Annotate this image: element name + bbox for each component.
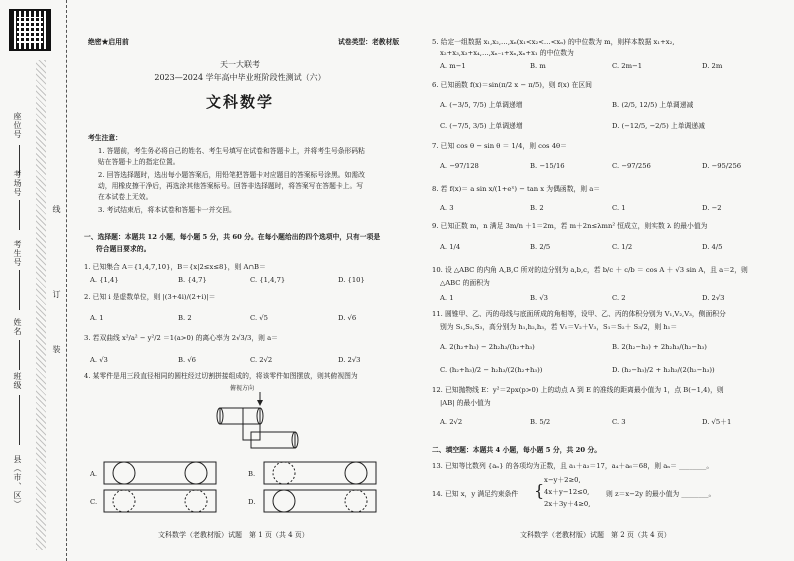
- q12-option-a: A. 2√2: [440, 418, 463, 426]
- q12-option-b: B. 5/2: [530, 418, 551, 426]
- question-10-cont: △ABC 的面积为: [440, 279, 490, 287]
- q6-option-b: B. (2/5, 12/5) 上单调递减: [612, 101, 694, 109]
- footer-page2: 文科数学（老教材版）试题 第 2 页（共 4 页）: [520, 531, 671, 539]
- note-line: 3. 考试结束后，将本试卷和答题卡一并交回。: [98, 206, 236, 214]
- note-line: 贴在答题卡上的指定位置。: [98, 158, 180, 166]
- question-1: 1. 已知集合 A＝{1,4,7,10}，B＝{x|2≤x≤8}，则 A∩B＝: [84, 263, 266, 271]
- question-6: 6. 已知函数 f(x)＝sin(π/2 x − π/5)，则 f(x) 在区间: [432, 81, 592, 89]
- q6-option-c: C. (−7/5, 3/5) 上单调递增: [440, 122, 523, 130]
- q5-option-d: D. 2m: [702, 62, 723, 70]
- q4-figure-c: [102, 488, 222, 516]
- footer-page1: 文科数学（老教材版）试题 第 1 页（共 4 页）: [158, 531, 309, 539]
- qr-code-icon: [9, 9, 51, 51]
- q7-option-b: B. −15/16: [530, 162, 565, 170]
- q4-option-c: C.: [90, 498, 98, 506]
- section1-title: 一、选择题：本题共 12 小题，每小题 5 分，共 60 分。在每小题给出的四个选项中，只有一项是: [84, 233, 381, 241]
- q5-option-a: A. m−1: [440, 62, 466, 70]
- note-line: 动，用橡皮擦干净后，再选涂其他答案标号。回答非选择题时，将答案写在答题卡上。写: [98, 182, 364, 190]
- question-10: 10. 设 △ABC 的内角 A,B,C 所对的边分别为 a,b,c，若 b/c ＋ c/b ＝ cos A ＋ √3 sin A，且 a＝2，则: [432, 266, 748, 274]
- notes-title: 考生注意：: [88, 134, 122, 142]
- brace: {: [534, 481, 545, 500]
- q10-option-b: B. √3: [530, 294, 548, 302]
- part-figure: [215, 392, 305, 462]
- constraint-3: 2x＋3y＋4≥0,: [544, 500, 591, 508]
- question-9: 9. 已知正数 m，n 满足 3m/n ＋1＝2m，若 m＋2n≤λmn² 恒成立，则实数 λ 的最小值为: [432, 222, 708, 230]
- q6-option-d: D. (−12/5, −2/5) 上单调递减: [612, 122, 705, 130]
- q9-option-a: A. 1/4: [440, 243, 461, 251]
- seal-install: 装: [52, 345, 61, 353]
- right-column: [422, 0, 782, 561]
- q4-figure-a: [102, 460, 222, 488]
- q9-option-b: B. 2/5: [530, 243, 551, 251]
- q1-option-c: C. {1,4,7}: [250, 276, 286, 284]
- question-12-cont: |AB| 的最小值为: [440, 399, 491, 407]
- q11-option-a: A. 2(h₂+h₃) − 2h₂h₃/(h₂+h₃): [440, 343, 535, 351]
- binding-strip: [0, 0, 67, 561]
- seal-line: 线: [52, 205, 61, 213]
- q11-option-b: B. 2(h₂−h₃) + 2h₂h₃/(h₂−h₃): [612, 343, 707, 351]
- q7-option-d: D. −95/256: [702, 162, 742, 170]
- paper-type: 试卷类型：老教材版: [338, 38, 400, 46]
- name-label: 姓名: [13, 318, 22, 336]
- q8-option-b: B. 2: [530, 204, 544, 212]
- secret-mark: 绝密★启用前: [88, 38, 129, 46]
- org-name: 天一大联考: [220, 60, 260, 69]
- q4-figure-d: [262, 488, 382, 516]
- question-2: 2. 已知 i 是虚数单位，则 |(3+4i)/(2+i)|＝: [84, 293, 216, 301]
- exam-room-label: 考场号: [13, 170, 22, 197]
- q2-option-d: D. √6: [338, 314, 357, 322]
- question-3: 3. 若双曲线 x²/a² − y²/2 ＝1(a>0) 的离心率为 2√3/3，则 a＝: [84, 334, 278, 342]
- q2-option-b: B. 2: [178, 314, 192, 322]
- q10-option-c: C. 2: [612, 294, 626, 302]
- question-11-cont: 别为 S₁,S₂,S₃，高分别为 h₁,h₂,h₃，若 V₁＝V₂＋V₃，S₁＝S₂＋ S₃/2，则 h₁＝: [440, 323, 678, 331]
- q9-option-d: D. 4/5: [702, 243, 723, 251]
- q4-option-b: B.: [248, 470, 256, 478]
- q5-option-b: B. m: [530, 62, 546, 70]
- q8-option-c: C. 1: [612, 204, 626, 212]
- section1-title-cont: 符合题目要求的。: [96, 245, 151, 253]
- left-column: [70, 0, 410, 561]
- q5-option-c: C. 2m−1: [612, 62, 643, 70]
- q12-option-d: D. √5＋1: [702, 418, 732, 426]
- hatch-pattern: [36, 60, 46, 550]
- q3-option-c: C. 2√2: [250, 356, 273, 364]
- q2-option-a: A. 1: [90, 314, 104, 322]
- question-13: 13. 已知等比数列 {aₙ} 的各项均为正数，且 a₁＋a₃＝17，a₄＋a₆＝68，则 aₙ＝ ________。: [432, 462, 714, 470]
- q8-option-a: A. 3: [440, 204, 454, 212]
- q10-option-a: A. 1: [440, 294, 454, 302]
- question-8: 8. 若 f(x)＝ a sin x/(1+eˣ) − tan x 为偶函数，则 a＝: [432, 185, 601, 193]
- seal-bind: 订: [52, 290, 61, 298]
- county-label: 县（市、区）: [13, 455, 22, 509]
- q12-option-c: C. 3: [612, 418, 626, 426]
- q1-option-a: A. {1,4}: [90, 276, 119, 284]
- class-label: 班级: [13, 372, 22, 390]
- question-5-cont: x₂+x₃,x₃+x₄,…,xₙ₋₁+xₙ,xₙ+x₁ 的中位数为: [440, 49, 574, 57]
- q7-option-c: C. −97/256: [612, 162, 651, 170]
- constraint-2: 4x＋y−12≤0,: [544, 488, 590, 496]
- note-line: 2. 回答选择题时，选出每小题答案后，用铅笔把答题卡对应题目的答案标号涂黑。如需改: [98, 171, 365, 179]
- test-name: 2023—2024 学年高中毕业班阶段性测试（六）: [154, 73, 326, 82]
- note-line: 在本试卷上无效。: [98, 193, 153, 201]
- question-14-suffix: 则 z＝x−2y 的最小值为 ________。: [606, 490, 716, 498]
- view-direction-label: 俯视方向: [230, 385, 255, 392]
- student-id-label: 考生号: [13, 240, 22, 267]
- q9-option-c: C. 1/2: [612, 243, 633, 251]
- question-4: 4. 某零件是用三段直径相同的圆柱经过切割拼接组成的，将该零件如图摆放，则其俯视图为: [84, 372, 358, 380]
- q10-option-d: D. 2√3: [702, 294, 725, 302]
- q4-option-a: A.: [90, 470, 98, 478]
- section2-title: 二、填空题：本题共 4 小题，每小题 5 分，共 20 分。: [432, 446, 602, 454]
- question-14: 14. 已知 x，y 满足约束条件: [432, 490, 519, 498]
- subject-title: 文科数学: [205, 93, 274, 111]
- q1-option-b: B. {4,7}: [178, 276, 207, 284]
- q8-option-d: D. −2: [702, 204, 722, 212]
- q11-option-d: D. (h₂−h₃)/2 + h₂h₃/(2(h₂−h₃)): [612, 366, 715, 374]
- question-12: 12. 已知抛物线 E：y²＝2px(p>0) 上的动点 A 到 E 的准线的距离最小值为 1，点 B(−1,4)，则: [432, 386, 724, 394]
- question-7: 7. 已知 cos θ − sin θ ＝ 1/4，则 cos 4θ＝: [432, 142, 567, 150]
- q3-option-b: B. √6: [178, 356, 196, 364]
- question-5: 5. 给定一组数据 x₁,x₂,…,xₙ(x₁<x₂<…<xₙ) 的中位数为 m，则样本数据 x₁+x₂,: [432, 38, 675, 46]
- seat-number-label: 座位号: [13, 112, 22, 139]
- q7-option-a: A. −97/128: [440, 162, 479, 170]
- constraint-1: x−y＋2≥0,: [544, 476, 581, 484]
- q6-option-a: A. (−3/5, 7/5) 上单调递增: [440, 101, 523, 109]
- q3-option-a: A. √3: [90, 356, 108, 364]
- q4-figure-b: [262, 460, 382, 488]
- q2-option-c: C. √5: [250, 314, 268, 322]
- question-11: 11. 圆锥甲、乙、丙的母线与底面所成的角相等，设甲、乙、丙的体积分别为 V₁,V₂,V₃，侧面积分: [432, 310, 726, 318]
- q11-option-c: C. (h₂+h₃)/2 − h₂h₃/(2(h₂+h₃)): [440, 366, 543, 374]
- note-line: 1. 答题前，考生务必将自己的姓名、考生号填写在试卷和答题卡上，并将考生号条形码粘: [98, 147, 365, 155]
- q4-option-d: D.: [248, 498, 256, 506]
- q1-option-d: D. {10}: [338, 276, 365, 284]
- q3-option-d: D. 2√3: [338, 356, 361, 364]
